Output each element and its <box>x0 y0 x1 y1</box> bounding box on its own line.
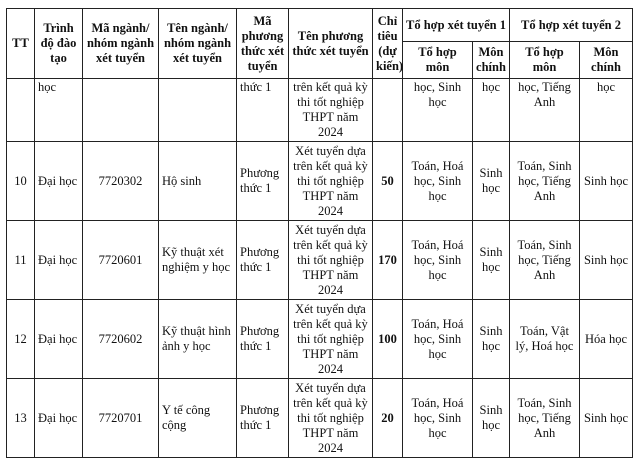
cell-trinh-do: Đại học <box>35 379 83 458</box>
cell-ten-nganh <box>159 79 237 142</box>
header-to-hop-2: Tổ hợp xét tuyển 2 <box>510 9 633 42</box>
cell-to-hop-2: học, Tiếng Anh <box>510 79 580 142</box>
cell-trinh-do: Đại học <box>35 300 83 379</box>
header-ma-phuong-thuc: Mã phương thức xét tuyển <box>237 9 289 79</box>
cell-mon-chinh-2: Sinh học <box>580 221 633 300</box>
cell-ma-nganh: 7720601 <box>83 221 159 300</box>
cell-tt: 11 <box>7 221 35 300</box>
cell-to-hop-2: Toán, Sinh học, Tiếng Anh <box>510 142 580 221</box>
cell-mon-chinh-1: Sinh học <box>473 300 510 379</box>
cell-chi-tieu <box>373 79 403 142</box>
cell-chi-tieu: 20 <box>373 379 403 458</box>
cell-trinh-do: Đại học <box>35 142 83 221</box>
cell-ten-phuong-thuc: Xét tuyển dựa trên kết quả kỳ thi tốt nghiệp THPT năm 2024 <box>289 142 373 221</box>
cell-ma-phuong-thuc: Phương thức 1 <box>237 300 289 379</box>
cell-mon-chinh-2: Sinh học <box>580 142 633 221</box>
cell-to-hop-1: Toán, Hoá học, Sinh học <box>403 142 473 221</box>
cell-ma-phuong-thuc: Phương thức 1 <box>237 221 289 300</box>
cell-mon-chinh-1: học <box>473 79 510 142</box>
cell-mon-chinh-2: Sinh học <box>580 379 633 458</box>
table-row <box>7 142 633 221</box>
cell-tt: 10 <box>7 142 35 221</box>
header-row-1 <box>7 9 633 42</box>
header-trinh-do: Trình độ đào tạo <box>35 9 83 79</box>
cell-to-hop-2: Toán, Vật lý, Hoá học <box>510 300 580 379</box>
cell-to-hop-1: Toán, Hoá học, Sinh học <box>403 300 473 379</box>
cell-ma-nganh: 7720602 <box>83 300 159 379</box>
cell-tt: 13 <box>7 379 35 458</box>
cell-mon-chinh-2: học <box>580 79 633 142</box>
cell-ma-nganh: 7720302 <box>83 142 159 221</box>
table-row <box>7 221 633 300</box>
cell-ten-phuong-thuc: Xét tuyển dựa trên kết quả kỳ thi tốt nghiệp THPT năm 2024 <box>289 379 373 458</box>
admission-table <box>6 8 633 458</box>
cell-ten-phuong-thuc: Xét tuyển dựa trên kết quả kỳ thi tốt nghiệp THPT năm 2024 <box>289 300 373 379</box>
header-mon-chinh-2: Môn chính <box>580 42 633 79</box>
cell-tt <box>7 79 35 142</box>
cell-ten-phuong-thuc: Xét tuyển dựa trên kết quả kỳ thi tốt nghiệp THPT năm 2024 <box>289 221 373 300</box>
cell-ten-phuong-thuc: trên kết quả kỳ thi tốt nghiệp THPT năm 2024 <box>289 79 373 142</box>
header-ten-nganh: Tên ngành/ nhóm ngành xét tuyển <box>159 9 237 79</box>
header-tt: TT <box>7 9 35 79</box>
cell-to-hop-1: Toán, Hoá học, Sinh học <box>403 221 473 300</box>
cell-chi-tieu: 170 <box>373 221 403 300</box>
cell-ten-nganh: Y tế công cộng <box>159 379 237 458</box>
cell-chi-tieu: 100 <box>373 300 403 379</box>
cell-tt: 12 <box>7 300 35 379</box>
cell-ma-phuong-thuc: Phương thức 1 <box>237 142 289 221</box>
cell-ten-nganh: Hộ sinh <box>159 142 237 221</box>
cell-ma-nganh <box>83 79 159 142</box>
cell-mon-chinh-1: Sinh học <box>473 379 510 458</box>
table-row <box>7 300 633 379</box>
cell-to-hop-1: học, Sinh học <box>403 79 473 142</box>
cell-trinh-do: Đại học <box>35 221 83 300</box>
header-ten-phuong-thuc: Tên phương thức xét tuyển <box>289 9 373 79</box>
header-to-hop-1: Tổ hợp xét tuyển 1 <box>403 9 510 42</box>
cell-ma-nganh: 7720701 <box>83 379 159 458</box>
cell-chi-tieu: 50 <box>373 142 403 221</box>
header-mon-chinh-1: Môn chính <box>473 42 510 79</box>
table-row <box>7 379 633 458</box>
cell-ten-nganh: Kỹ thuật hình ảnh y học <box>159 300 237 379</box>
header-to-hop-mon-1: Tổ hợp môn <box>403 42 473 79</box>
header-ma-nganh: Mã ngành/ nhóm ngành xét tuyển <box>83 9 159 79</box>
cell-mon-chinh-1: Sinh học <box>473 142 510 221</box>
header-to-hop-mon-2: Tổ hợp môn <box>510 42 580 79</box>
cell-trinh-do: học <box>35 79 83 142</box>
cell-ma-phuong-thuc: thức 1 <box>237 79 289 142</box>
cell-to-hop-2: Toán, Sinh học, Tiếng Anh <box>510 221 580 300</box>
admission-table-container <box>6 8 633 458</box>
cell-to-hop-2: Toán, Sinh học, Tiếng Anh <box>510 379 580 458</box>
cell-mon-chinh-1: Sinh học <box>473 221 510 300</box>
continuation-row <box>7 79 633 142</box>
header-chi-tieu: Chỉ tiêu (dự kiến) <box>373 9 403 79</box>
cell-to-hop-1: Toán, Hoá học, Sinh học <box>403 379 473 458</box>
cell-ten-nganh: Kỹ thuật xét nghiệm y học <box>159 221 237 300</box>
cell-mon-chinh-2: Hóa học <box>580 300 633 379</box>
cell-ma-phuong-thuc: Phương thức 1 <box>237 379 289 458</box>
